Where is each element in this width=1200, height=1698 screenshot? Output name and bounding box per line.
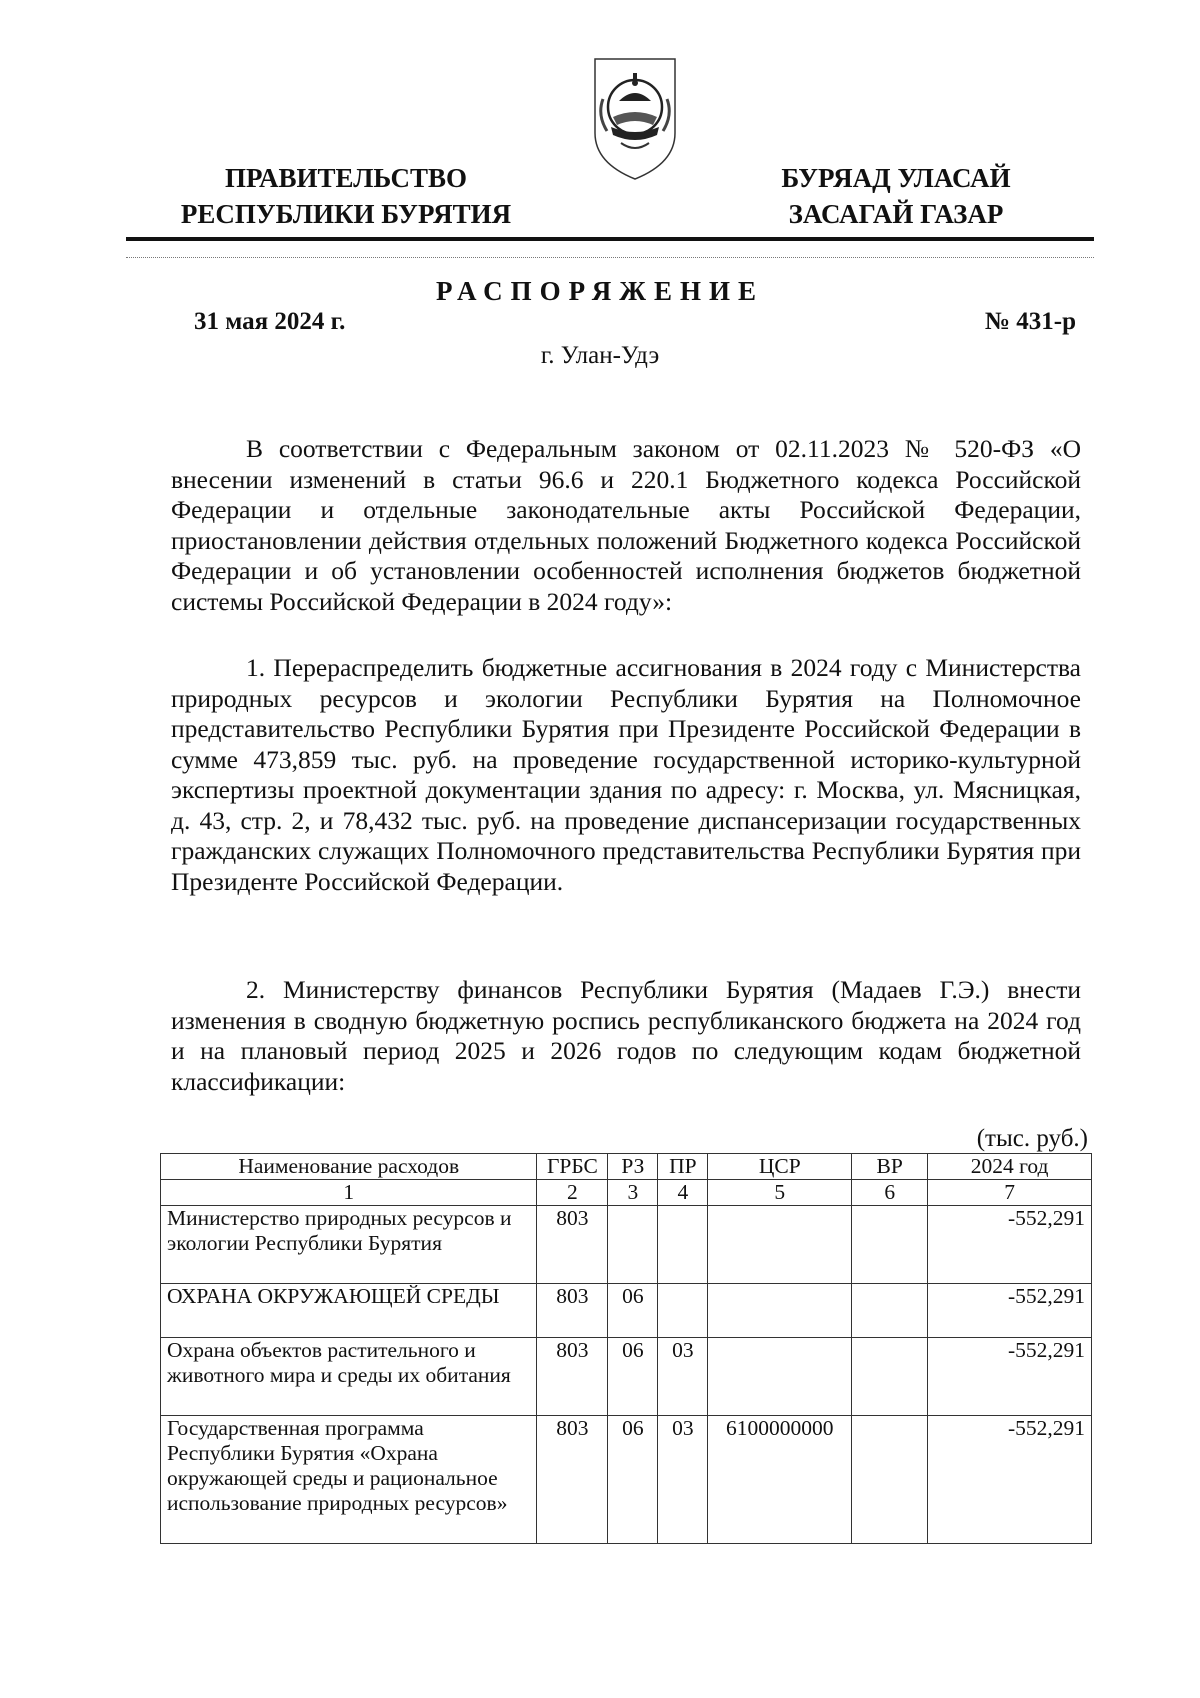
row-pr-cell: [658, 1206, 708, 1284]
row-csr-cell: [708, 1338, 852, 1416]
column-number-cell: 1: [161, 1180, 537, 1206]
table-column-number-row: [161, 1180, 1092, 1206]
paragraph-preamble: В соответствии с Федеральным законом от 02.11.2023 № 520-ФЗ «О внесении изменений в статьи 96.6 и 220.1 Бюджетного кодекса Российской Федерации и отдельные законодательные акты Российской Федерации, приостановлении действия отдельных положений Бюджетного кодекса Российской Федерации и об установлении особенностей исполнения бюджетов бюджетной системы Российской Федерации в 2024 году»:: [171, 434, 1081, 616]
table-row: [161, 1206, 1092, 1284]
table-row: [161, 1338, 1092, 1416]
paragraph-item-1: 1. Перераспределить бюджетные ассигнования в 2024 году с Министерства природных ресурсов и экологии Республики Бурятия на Полномочное представительство Республики Бурятия при Президенте Российской Федерации в сумме 473,859 тыс. руб. на проведение государственной историко-культурной экспертизы проектной документации здания по адресу: г. Москва, ул. Мясницкая, д. 43, стр. 2, и 78,432 тыс. руб. на проведение диспансеризации государственных гражданских служащих Полномочного представительства Республики Бурятия при Президенте Российской Федерации.: [171, 653, 1081, 896]
header-dotted-divider: [126, 257, 1094, 258]
column-number-cell: 5: [708, 1180, 852, 1206]
row-csr-cell: 6100000000: [708, 1416, 852, 1544]
row-amount-cell: -552,291: [928, 1338, 1092, 1416]
row-grbs-cell: 803: [537, 1206, 608, 1284]
row-grbs-cell: 803: [537, 1416, 608, 1544]
row-name-cell: Государственная программа Республики Бурятия «Охрана окружающей среды и рациональное использование природных ресурсов»: [161, 1416, 537, 1544]
row-vr-cell: [852, 1284, 928, 1338]
table-header-cell: РЗ: [608, 1154, 658, 1180]
column-number-cell: 3: [608, 1180, 658, 1206]
table-header-cell: 2024 год: [928, 1154, 1092, 1180]
table-row: [161, 1416, 1092, 1544]
row-pr-cell: [658, 1284, 708, 1338]
coat-of-arms-icon: [589, 55, 681, 183]
row-pr-cell: 03: [658, 1416, 708, 1544]
document-date: 31 мая 2024 г.: [194, 308, 346, 335]
row-name-cell: Министерство природных ресурсов и экологии Республики Бурятия: [161, 1206, 537, 1284]
row-grbs-cell: 803: [537, 1284, 608, 1338]
row-grbs-cell: 803: [537, 1338, 608, 1416]
budget-table: [160, 1153, 1092, 1544]
row-pr-cell: 03: [658, 1338, 708, 1416]
row-amount-cell: -552,291: [928, 1416, 1092, 1544]
paragraph-item-2: 2. Министерству финансов Республики Бурятия (Мадаев Г.Э.) внести изменения в сводную бюджетную роспись республиканского бюджета на 2024 год и на плановый период 2025 и 2026 годов по следующим кодам бюджетной классификации:: [171, 975, 1081, 1096]
row-amount-cell: -552,291: [928, 1284, 1092, 1338]
document-city: г. Улан-Удэ: [540, 342, 660, 369]
column-number-cell: 6: [852, 1180, 928, 1206]
row-vr-cell: [852, 1206, 928, 1284]
row-vr-cell: [852, 1338, 928, 1416]
row-rz-cell: 06: [608, 1284, 658, 1338]
row-csr-cell: [708, 1284, 852, 1338]
document-title: РАСПОРЯЖЕНИЕ: [435, 276, 765, 306]
table-header-cell: ПР: [658, 1154, 708, 1180]
header-left-line1: ПРАВИТЕЛЬСТВО: [224, 163, 468, 193]
row-vr-cell: [852, 1416, 928, 1544]
table-header-cell: ЦСР: [708, 1154, 852, 1180]
table-row: [161, 1284, 1092, 1338]
document-number: № 431-р: [984, 308, 1076, 335]
column-number-cell: 2: [537, 1180, 608, 1206]
row-name-cell: ОХРАНА ОКРУЖАЮЩЕЙ СРЕДЫ: [161, 1284, 537, 1338]
row-rz-cell: 06: [608, 1416, 658, 1544]
table-header-cell: Наименование расходов: [161, 1154, 537, 1180]
row-name-cell: Охрана объектов растительного и животного мира и среды их обитания: [161, 1338, 537, 1416]
table-units: (тыс. руб.): [976, 1125, 1088, 1152]
table-header-row: [161, 1154, 1092, 1180]
header-left-line2: РЕСПУБЛИКИ БУРЯТИЯ: [180, 199, 512, 229]
row-csr-cell: [708, 1206, 852, 1284]
table-header-cell: ГРБС: [537, 1154, 608, 1180]
header-right-line1: БУРЯАД УЛАСАЙ: [781, 163, 1011, 193]
row-amount-cell: -552,291: [928, 1206, 1092, 1284]
column-number-cell: 7: [928, 1180, 1092, 1206]
government-name-bua: [748, 160, 1044, 232]
row-rz-cell: 06: [608, 1338, 658, 1416]
header-divider: [126, 237, 1094, 241]
government-name-ru: [148, 160, 544, 232]
header-right-line2: ЗАСАГАЙ ГАЗАР: [788, 199, 1004, 229]
table-header-cell: ВР: [852, 1154, 928, 1180]
row-rz-cell: [608, 1206, 658, 1284]
column-number-cell: 4: [658, 1180, 708, 1206]
